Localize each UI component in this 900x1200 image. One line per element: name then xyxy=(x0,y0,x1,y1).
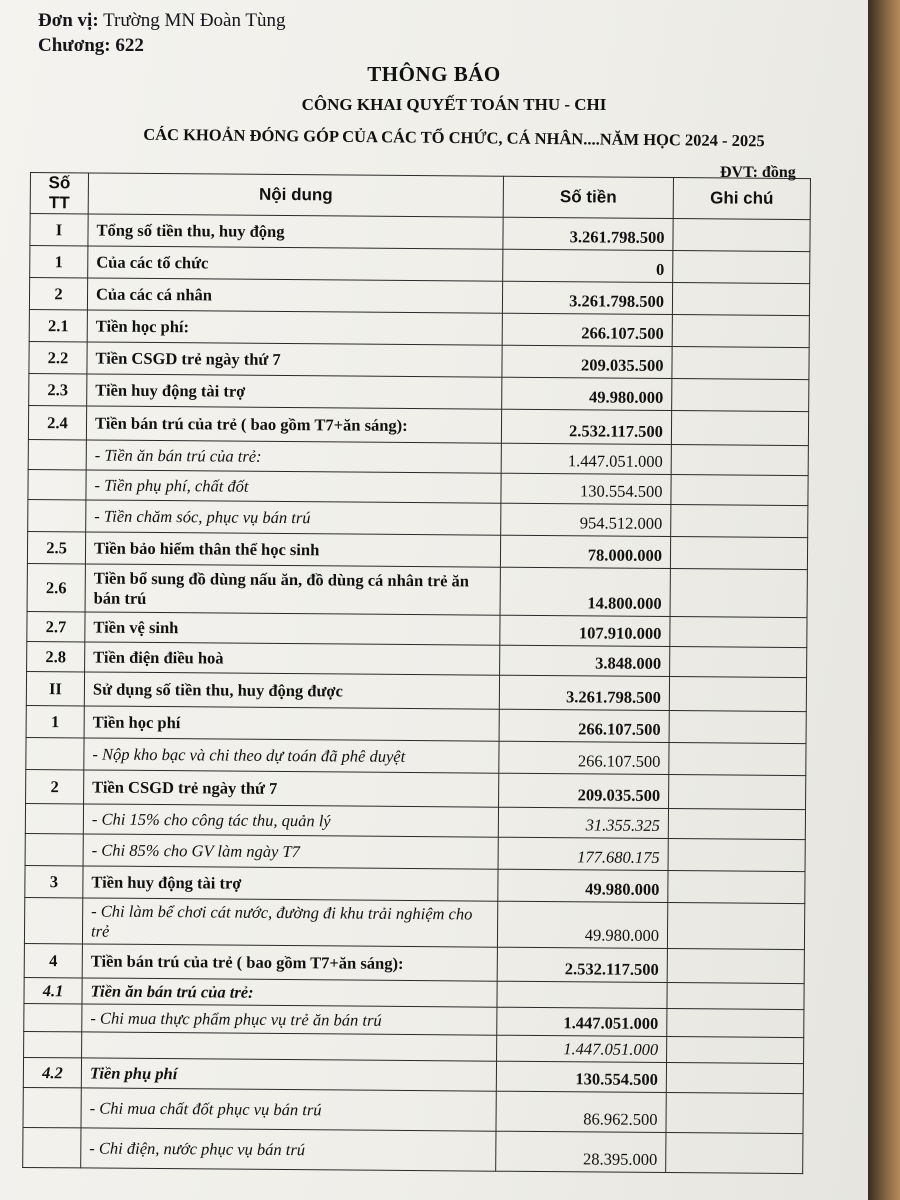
row-amount: 14.800.000 xyxy=(500,567,670,616)
table-row xyxy=(23,1127,803,1173)
row-amount: 266.107.500 xyxy=(502,313,672,346)
row-content: Tiền bảo hiểm thân thể học sinh xyxy=(85,532,500,567)
row-content: - Chi mua chất đốt phục vụ bán trú xyxy=(81,1088,496,1131)
row-note xyxy=(673,251,810,284)
row-note xyxy=(666,1063,803,1094)
row-content: Tiền CSGD trẻ ngày thứ 7 xyxy=(84,770,499,807)
table-row xyxy=(24,897,804,949)
row-amount xyxy=(497,981,667,1008)
row-note xyxy=(667,1037,804,1064)
row-number: 4 xyxy=(24,943,82,977)
row-amount: 78.000.000 xyxy=(500,535,670,568)
row-content: Tiền điện điều hoà xyxy=(85,642,500,675)
table-row xyxy=(27,563,807,617)
row-note xyxy=(673,219,810,252)
row-number xyxy=(25,833,83,865)
row-number xyxy=(23,1087,81,1127)
row-amount: 177.680.175 xyxy=(498,837,668,870)
currency-unit-note: ĐVT: đồng xyxy=(720,164,796,181)
row-content: Tiền bán trú của trẻ ( bao gồm T7+ăn sáng): xyxy=(86,406,501,443)
row-content: Sử dụng số tiền thu, huy động được xyxy=(84,672,499,709)
row-number xyxy=(24,897,82,943)
row-number: 2.1 xyxy=(29,309,87,341)
unit-value: Trường MN Đoàn Tùng xyxy=(103,10,286,31)
row-note xyxy=(666,1133,803,1174)
row-note xyxy=(668,809,805,840)
finance-table xyxy=(22,172,811,1174)
row-amount: 107.910.000 xyxy=(500,615,670,646)
row-number xyxy=(28,469,86,499)
row-content: - Chi điện, nước phục vụ bán trú xyxy=(81,1128,496,1171)
row-content: - Chi mua thực phẩm phục vụ trẻ ăn bán trú xyxy=(82,1004,497,1035)
row-note xyxy=(667,903,804,950)
chapter-line xyxy=(38,33,286,58)
row-number: 2.5 xyxy=(27,531,85,563)
header-content: Nội dung xyxy=(88,173,503,217)
row-number: 2.2 xyxy=(29,341,87,373)
row-number: 2.8 xyxy=(27,641,85,671)
row-amount: 1.447.051.000 xyxy=(497,1035,667,1062)
row-amount: 28.395.000 xyxy=(496,1131,666,1172)
row-number: 4.1 xyxy=(24,977,82,1003)
row-note xyxy=(667,1009,804,1038)
row-content: Của các cá nhân xyxy=(87,278,502,313)
header-note: Ghi chú xyxy=(673,178,810,220)
document-subtitle-1: CÔNG KHAI QUYẾT TOÁN THU - CHI xyxy=(301,95,607,114)
chapter-value: 622 xyxy=(115,35,144,56)
row-amount: 954.512.000 xyxy=(501,503,671,536)
row-amount: 3.261.798.500 xyxy=(499,675,669,710)
row-amount: 31.355.325 xyxy=(498,807,668,838)
row-content: Tiền CSGD trẻ ngày thứ 7 xyxy=(87,342,502,377)
row-amount: 49.980.000 xyxy=(498,869,668,902)
row-note xyxy=(670,537,807,570)
row-content: Tiền huy động tài trợ xyxy=(87,374,502,409)
row-number: 2 xyxy=(29,278,87,310)
row-note xyxy=(667,949,804,984)
row-number: 2 xyxy=(26,769,84,803)
row-amount: 86.962.500 xyxy=(496,1091,666,1132)
row-note xyxy=(670,617,807,648)
row-note xyxy=(671,445,808,476)
row-content: Tiền học phí xyxy=(84,706,499,741)
row-content: - Nộp kho bạc và chi theo dự toán đã phê duyệt xyxy=(84,738,499,773)
row-number: 1 xyxy=(26,705,84,737)
row-content: Tiền ăn bán trú của trẻ: xyxy=(82,978,497,1007)
row-number: 2.7 xyxy=(27,611,85,641)
row-amount: 0 xyxy=(503,249,673,282)
row-amount: 3.848.000 xyxy=(500,645,670,676)
row-number: I xyxy=(30,214,88,246)
row-amount: 3.261.798.500 xyxy=(503,217,673,250)
row-number: 2.6 xyxy=(27,563,85,611)
row-note xyxy=(671,411,808,446)
row-number xyxy=(26,737,84,769)
row-note xyxy=(671,475,808,506)
row-note xyxy=(672,347,809,380)
finance-table-wrapper xyxy=(22,172,810,1174)
row-content xyxy=(82,1032,497,1061)
table-body xyxy=(23,214,810,1174)
row-number: II xyxy=(26,671,84,705)
row-note xyxy=(669,775,806,810)
row-number xyxy=(24,1003,82,1031)
row-number: 2.3 xyxy=(29,373,87,405)
row-content: - Tiền phụ phí, chất đốt xyxy=(86,470,501,503)
table-row xyxy=(23,1087,803,1133)
row-amount: 266.107.500 xyxy=(499,709,669,742)
org-header xyxy=(38,8,286,58)
row-note xyxy=(672,283,809,316)
unit-line xyxy=(38,8,286,33)
row-content: Tiền bổ sung đồ dùng nấu ăn, đồ dùng cá nhân trẻ ăn bán trú xyxy=(85,564,500,615)
row-amount: 3.261.798.500 xyxy=(502,281,672,314)
header-stt: Số TT xyxy=(30,173,88,214)
row-content: - Tiền chăm sóc, phục vụ bán trú xyxy=(86,500,501,535)
header-amount: Số tiền xyxy=(503,176,673,218)
row-note xyxy=(672,379,809,412)
row-note xyxy=(672,315,809,348)
row-note xyxy=(669,677,806,712)
row-note xyxy=(666,1093,803,1134)
row-content: - Chi làm bể chơi cát nước, đường đi khu trải nghiệm cho trẻ xyxy=(82,898,497,947)
row-content: Tiền bán trú của trẻ ( bao gồm T7+ăn sáng): xyxy=(82,944,497,981)
document-title: THÔNG BÁO xyxy=(367,62,501,86)
row-number: 4.2 xyxy=(23,1057,81,1087)
row-amount: 2.532.117.500 xyxy=(497,947,667,982)
row-note xyxy=(669,711,806,744)
row-note xyxy=(667,983,804,1010)
row-amount: 130.554.500 xyxy=(501,473,671,504)
row-content: - Chi 15% cho công tác thu, quản lý xyxy=(83,804,498,837)
row-number: 2.4 xyxy=(28,405,86,439)
row-amount: 209.035.500 xyxy=(499,773,669,808)
row-note xyxy=(670,647,807,678)
row-content: Tiền học phí: xyxy=(87,310,502,345)
row-amount: 130.554.500 xyxy=(496,1061,666,1092)
row-content: - Chi 85% cho GV làm ngày T7 xyxy=(83,834,498,869)
row-content: Tiền phụ phí xyxy=(81,1058,496,1091)
row-number: 1 xyxy=(30,246,88,278)
row-note xyxy=(671,505,808,538)
row-amount: 1.447.051.000 xyxy=(497,1007,667,1036)
row-number xyxy=(24,1031,82,1057)
background-wood-edge xyxy=(868,0,900,1200)
row-amount: 266.107.500 xyxy=(499,741,669,774)
row-amount: 2.532.117.500 xyxy=(501,409,671,444)
row-number xyxy=(23,1127,81,1167)
row-note xyxy=(668,839,805,872)
unit-label: Đơn vị: xyxy=(38,10,99,31)
row-note xyxy=(670,569,807,618)
document-subtitle-2: CÁC KHOẢN ĐÓNG GÓP CỦA CÁC TỔ CHỨC, CÁ NHÂN....NĂM HỌC 2024 - 2025 xyxy=(143,124,765,151)
row-content: Của các tổ chức xyxy=(88,246,503,281)
row-content: Tổng số tiền thu, huy động xyxy=(88,214,503,249)
row-note xyxy=(668,871,805,904)
row-number: 3 xyxy=(25,865,83,897)
row-number xyxy=(25,803,83,833)
row-amount: 49.980.000 xyxy=(502,377,672,410)
row-note xyxy=(669,743,806,776)
row-amount: 1.447.051.000 xyxy=(501,443,671,474)
row-content: Tiền huy động tài trợ xyxy=(83,866,498,901)
table-header-row xyxy=(30,173,810,220)
row-number xyxy=(28,499,86,531)
row-amount: 209.035.500 xyxy=(502,345,672,378)
row-content: - Tiền ăn bán trú của trẻ: xyxy=(86,440,501,473)
row-content: Tiền vệ sinh xyxy=(85,612,500,645)
row-number xyxy=(28,439,86,469)
row-amount: 49.980.000 xyxy=(497,901,667,948)
chapter-label: Chương: xyxy=(38,35,111,56)
